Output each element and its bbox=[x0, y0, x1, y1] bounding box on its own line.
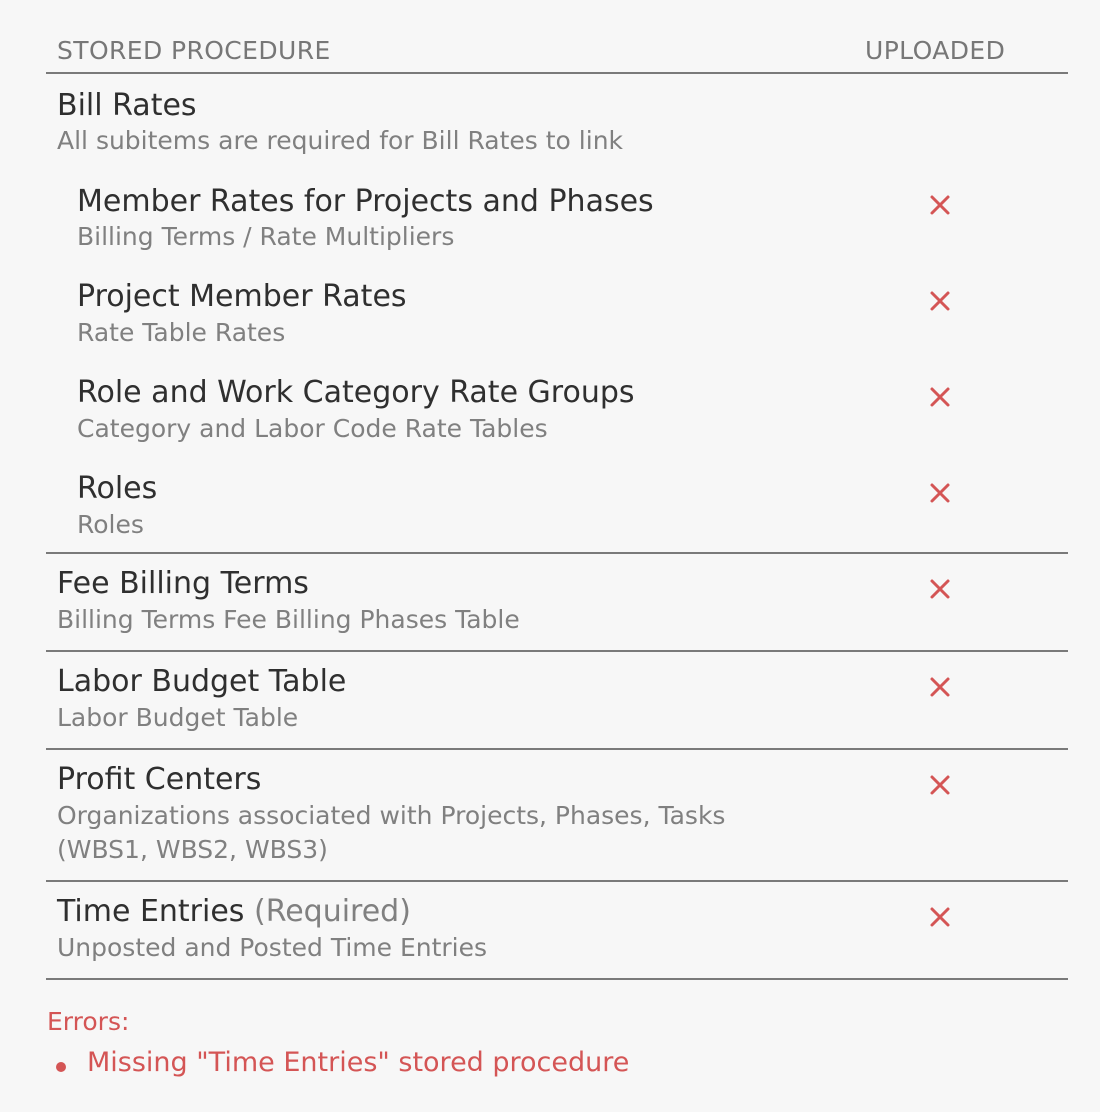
not-uploaded-x-icon bbox=[927, 288, 953, 314]
not-uploaded-x-icon bbox=[927, 192, 953, 218]
not-uploaded-x-icon bbox=[927, 772, 953, 798]
not-uploaded-x-icon bbox=[927, 384, 953, 410]
procedure-row-labor-budget-table bbox=[46, 652, 1068, 750]
procedure-title: Labor Budget Table bbox=[57, 664, 347, 699]
not-uploaded-x-icon bbox=[927, 904, 953, 930]
procedure-title: Project Member Rates bbox=[77, 279, 407, 314]
procedure-subtitle: Category and Labor Code Rate Tables bbox=[77, 414, 548, 443]
procedure-title: Profit Centers bbox=[57, 762, 262, 797]
bullet-icon bbox=[56, 1062, 66, 1072]
procedure-subtitle: Billing Terms Fee Billing Phases Table bbox=[57, 605, 520, 634]
not-uploaded-x-icon bbox=[927, 576, 953, 602]
procedure-subtitle-continued: (WBS1, WBS2, WBS3) bbox=[57, 835, 328, 864]
procedure-row-time-entries bbox=[46, 882, 1068, 980]
not-uploaded-x-icon bbox=[927, 674, 953, 700]
procedure-row-profit-centers bbox=[46, 750, 1068, 882]
procedure-subtitle: Labor Budget Table bbox=[57, 703, 299, 732]
stored-procedures-panel bbox=[46, 28, 1068, 980]
procedure-subtitle: Rate Table Rates bbox=[77, 318, 286, 347]
procedure-subtitle: Roles bbox=[77, 510, 144, 539]
error-message: Missing "Time Entries" stored procedure bbox=[87, 1047, 630, 1078]
procedure-title: Roles bbox=[77, 471, 158, 506]
procedure-title-text: Time Entries bbox=[57, 894, 245, 929]
column-header-uploaded: UPLOADED bbox=[865, 36, 1006, 65]
group-subtitle: All subitems are required for Bill Rates to link bbox=[57, 126, 624, 155]
bill-rates-group bbox=[46, 74, 1068, 554]
errors-label: Errors: bbox=[47, 1007, 130, 1036]
procedure-subtitle: Unposted and Posted Time Entries bbox=[57, 933, 488, 962]
table-header bbox=[46, 28, 1068, 74]
not-uploaded-x-icon bbox=[927, 480, 953, 506]
column-header-stored-procedure: STORED PROCEDURE bbox=[57, 36, 331, 65]
group-title: Bill Rates bbox=[57, 88, 197, 123]
required-tag: (Required) bbox=[254, 894, 411, 929]
procedure-title: Fee Billing Terms bbox=[57, 566, 309, 601]
procedure-title bbox=[57, 894, 411, 929]
procedure-subtitle: Organizations associated with Projects, Phases, Tasks bbox=[57, 801, 726, 830]
procedure-row-fee-billing-terms bbox=[46, 554, 1068, 652]
procedure-title: Role and Work Category Rate Groups bbox=[77, 375, 635, 410]
errors-section bbox=[47, 1007, 630, 1078]
procedure-title: Member Rates for Projects and Phases bbox=[77, 184, 654, 219]
procedure-subtitle: Billing Terms / Rate Multipliers bbox=[77, 222, 455, 251]
